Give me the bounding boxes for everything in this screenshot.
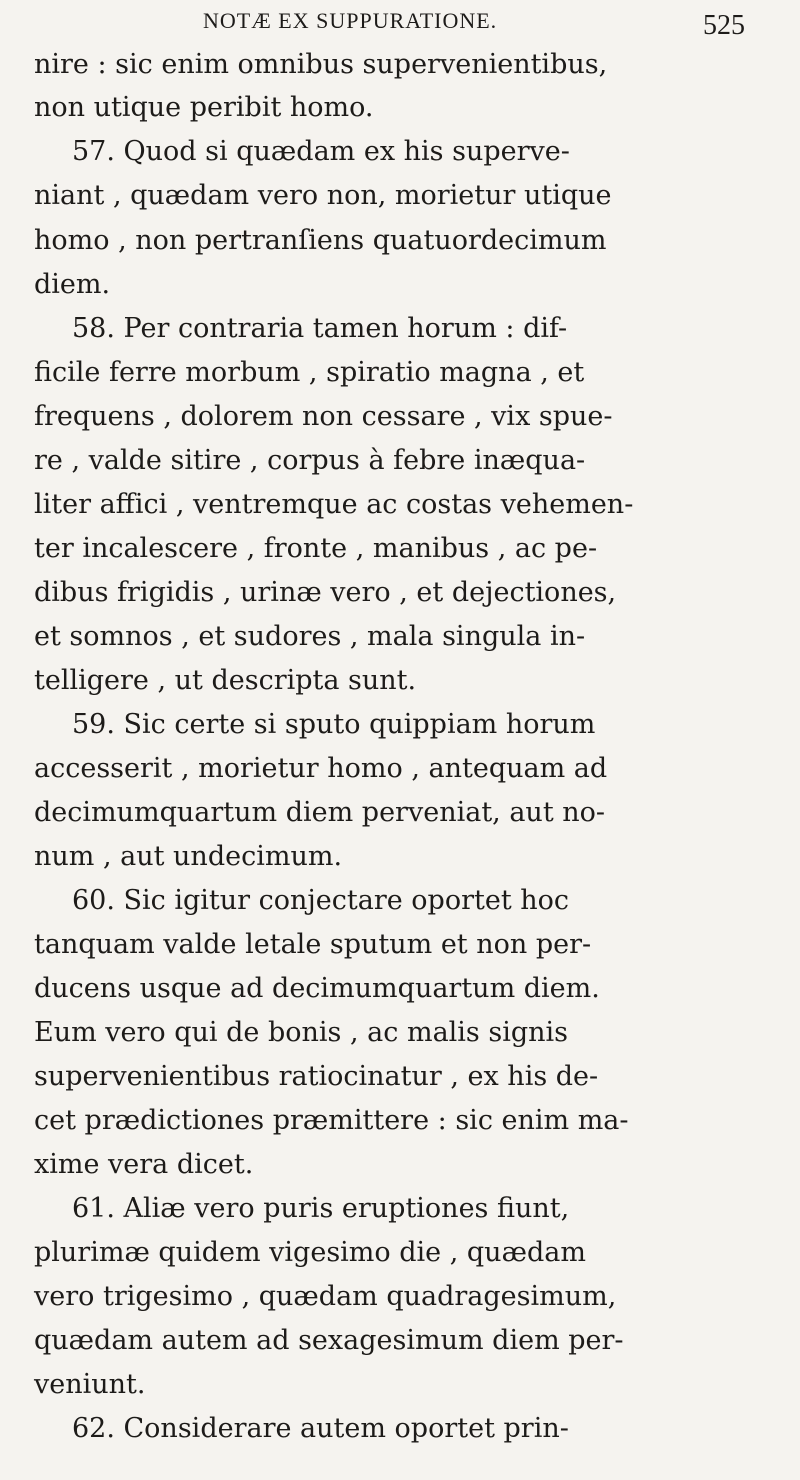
text-line: telligere , ut descripta sunt. <box>34 665 417 696</box>
text-line: tanquam valde letale sputum et non per- <box>34 929 592 960</box>
text-line: liter affici , ventremque ac costas vehemen- <box>34 489 634 520</box>
text-line: 60. Sic igitur conjectare oportet hoc <box>72 885 570 916</box>
text-line: 58. Per contraria tamen horum : dif- <box>72 313 568 344</box>
text-line: xime vera dicet. <box>34 1149 254 1180</box>
text-line: accesserit , morietur homo , antequam ad <box>34 753 608 784</box>
text-line: niant , quædam vero non, morietur utique <box>34 180 612 211</box>
text-line: cet prædictiones præmittere : sic enim ma- <box>34 1105 629 1136</box>
text-line: Eum vero qui de bonis , ac malis signis <box>34 1017 569 1048</box>
text-line: 57. Quod si quædam ex his superve- <box>72 136 570 167</box>
text-line: homo , non pertranſiens quatuordecimum <box>34 225 607 256</box>
text-line: re , valde sitire , corpus à febre inæqua- <box>34 445 586 476</box>
text-line: vero trigesimo , quædam quadragesimum, <box>34 1281 617 1312</box>
text-line: supervenientibus ratiocinatur , ex his de- <box>34 1061 599 1092</box>
page-number: 525 <box>703 10 745 41</box>
text-line: decimumquartum diem perveniat, aut no- <box>34 797 606 828</box>
text-line: num , aut undecimum. <box>34 841 343 872</box>
text-line: 61. Aliæ vero puris eruptiones fiunt, <box>72 1193 570 1224</box>
text-line: non utique peribit homo. <box>34 92 374 123</box>
text-line: ter incalescere , fronte , manibus , ac pe- <box>34 533 598 564</box>
text-line: 59. Sic certe si sputo quippiam horum <box>72 709 596 740</box>
text-line: et somnos , et sudores , mala singula in- <box>34 621 586 652</box>
running-header <box>0 8 800 48</box>
text-line: ducens usque ad decimumquartum diem. <box>34 973 600 1004</box>
text-line: quædam autem ad sexagesimum diem per- <box>34 1325 624 1356</box>
text-line: 62. Considerare autem oportet prin- <box>72 1413 569 1444</box>
text-line: frequens , dolorem non cessare , vix spue- <box>34 401 613 432</box>
text-line: ficile ferre morbum , spiratio magna , et <box>34 357 585 388</box>
text-line: diem. <box>34 269 111 300</box>
text-line: nire : sic enim omnibus supervenientibus, <box>34 49 608 80</box>
text-line: plurimæ quidem vigesimo die , quædam <box>34 1237 586 1268</box>
running-title: NOTÆ EX SUPPURATIONE. <box>203 8 498 33</box>
text-line: dibus frigidis , urinæ vero , et dejectiones, <box>34 577 617 608</box>
text-line: veniunt. <box>34 1369 146 1400</box>
